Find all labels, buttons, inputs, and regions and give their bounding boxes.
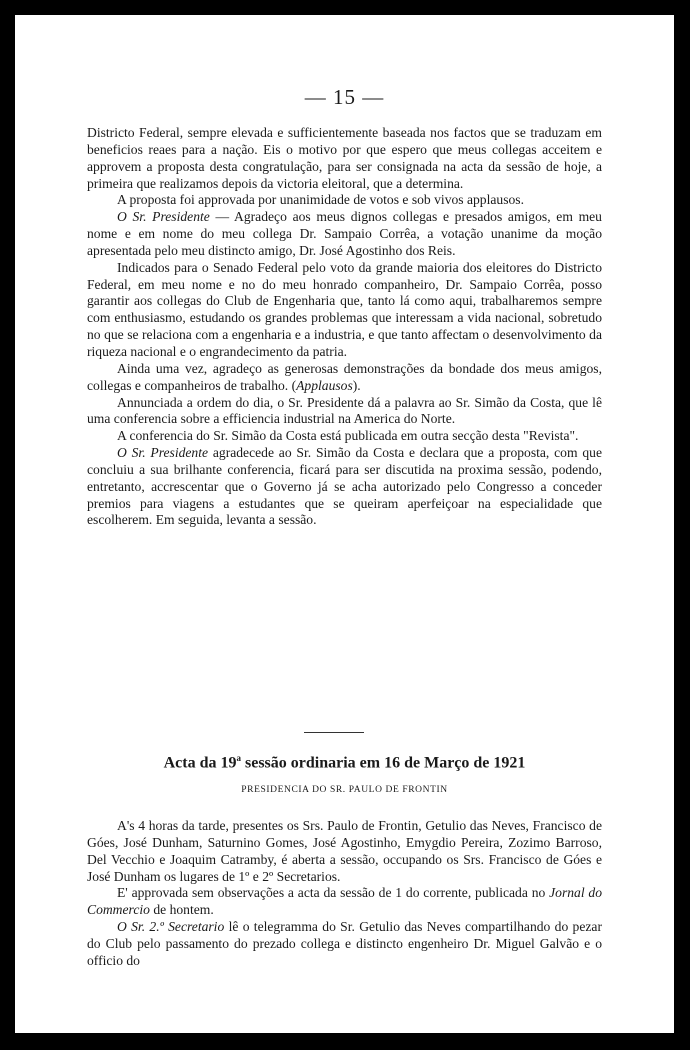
speaker: O Sr. 2.º Secretario xyxy=(117,919,225,935)
paragraph: A proposta foi approvada por unanimidade de votos e sob vivos applausos. xyxy=(117,192,524,208)
speech-text: agradecede ao Sr. Simão da Costa e declara que a proposta, com que concluiu a sua brilhante conferencia, ficará para ser discutida na proxima sessão, podendo, entretanto, accrescentar que o Governo já se acha autorizado pelo Congresso a conceder premios para viagens a estudantes que se queiram aperfeiçoar na especialidade que escolherem. Em seguida, levanta a sessão. xyxy=(87,445,602,528)
speaker: O Sr. Presidente xyxy=(117,209,210,225)
acta-heading-end: sessão ordinaria em 16 de Março de 1921 xyxy=(240,754,526,772)
paragraph: A conferencia do Sr. Simão da Costa está publicada em outra secção desta "Revista". xyxy=(117,428,579,444)
paragraph xyxy=(87,361,602,395)
presidency-line: PRESIDENCIA DO SR. PAULO DE FRONTIN xyxy=(241,785,448,795)
paragraph-text: lê o telegramma do Sr. Getulio das Neves compartilhando do pezar do Club pelo passamento do prezado collega e distincto engenheiro Dr. Miguel Galvão e o officio do xyxy=(87,919,602,968)
applause-note: Applausos xyxy=(296,377,353,393)
paragraph: Annunciada a ordem do dia, o Sr. Presidente dá a palavra ao Sr. Simão da Costa, que lê uma conferencia sobre a efficiencia industrial na America do Norte. xyxy=(87,394,602,427)
paragraph: Districto Federal, sempre elevada e sufficientemente baseada nos factos que se traduzam em beneficios reaes para a nação. Eis o motivo por que espero que meus collegas acceitem e approvem a proposta desta congratulação, para ser consignada na acta da sessão de hoje, a primeira que realizamos depois da victoria eleitoral, que a determina. xyxy=(87,125,602,191)
paragraph xyxy=(87,885,602,919)
acta-body xyxy=(87,818,602,970)
acta-heading-start: Acta da 19 xyxy=(163,754,237,772)
speech-text: Ainda uma vez, agradeço as generosas demonstrações da bondade dos meus amigos, collegas e companheiros de trabalho. ( xyxy=(87,360,602,393)
paragraph xyxy=(87,919,602,970)
paragraph-text: E' approvada sem observações a acta da sessão de 1 do corrente, publicada no xyxy=(117,885,550,901)
paragraph: A's 4 horas da tarde, presentes os Srs. Paulo de Frontin, Getulio das Neves, Francisco de Góes, José Dunham, Saturnino Gomes, José Agostinho, Emygdio Pereira, Zozimo Barroso, Del Vecchio e Joaquim Catramby, é aberta a sessão, occupando os Srs. Francisco de Góes e José Dunham os lugares de 1º e 2º Secretarios. xyxy=(87,818,602,884)
document-page xyxy=(15,15,674,1033)
newspaper-title: Jornal do Commercio xyxy=(87,885,603,918)
acta-heading-superscript: a xyxy=(236,753,241,763)
section-divider xyxy=(304,732,364,733)
page-number: — 15 — xyxy=(304,85,385,109)
paragraph: Indicados para o Senado Federal pelo voto da grande maioria dos eleitores do Districto Federal, em meu nome e no do meu honrado companheiro, Dr. Sampaio Corrêa, posso garantir aos collegas do Club de Engenharia que, tanto lá como aqui, trabalharemos sempre com enthusiasmo, estudando os grandes problemas que interessam a vida nacional, sobretudo no que se relaciona com a engenharia e a industria, e que tanto affectam o desenvolvimento da riqueza nacional e o engrandecimento da patria. xyxy=(87,259,602,359)
paragraph xyxy=(87,209,602,260)
speech-text: — Agradeço aos meus dignos collegas e presados amigos, em meu nome e em nome do meu collega Dr. Sampaio Corrêa, a votação unanime da moção apresentada pelo meu distincto amigo, Dr. José Agostinho dos Reis. xyxy=(87,209,602,258)
speech-text-end: ). xyxy=(352,377,361,393)
speaker: O Sr. Presidente xyxy=(117,445,209,461)
acta-heading xyxy=(15,753,674,772)
paragraph xyxy=(87,445,602,529)
paragraph-text-end: de hontem. xyxy=(149,902,214,918)
minutes-continuation xyxy=(87,125,602,529)
